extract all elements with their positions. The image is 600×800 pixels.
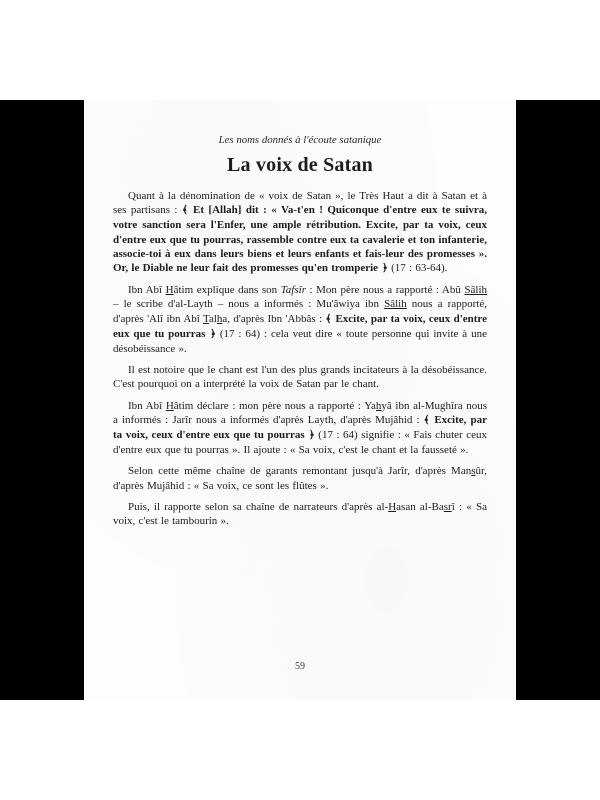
- paragraph: Il est notoire que le chant est l'un des plus grands incitateurs à la désobéissance. C'est pourquoi on a interprété la voix de Satan par le chant.: [113, 364, 487, 391]
- paragraph: Puis, il rapporte selon sa chaîne de narrateurs d'après al-Hasan al-Basrî : « Sa voix, c'est le tambourin ».: [113, 500, 487, 528]
- running-header: Les noms donnés à l'écoute satanique: [218, 134, 382, 146]
- chapter-title: La voix de Satan: [226, 154, 373, 176]
- page-number: 59: [295, 661, 305, 672]
- body-text: [113, 189, 487, 528]
- paragraph: Quant à la dénomination de « voix de Satan », le Très Haut a dit à Satan et à ses partisans : ﴾ Et [Allah] dit : « Va-t'en ! Quiconque d'entre eux te suivra, votre sanction sera l'Enfer, une ample rétribution. Excite, par ta voix, ceux d'entre eux que tu pourras, rassemble contre eux ta cavalerie et ton infanterie, associe-toi à eux dans leurs biens et leurs enfants et fais-leur des promesses ». Or, le Diable ne leur fait des promesses qu'en tromperie ﴿ (17 : 63-64).: [113, 190, 488, 275]
- page-content: [84, 100, 516, 528]
- paragraph: Ibn Abî Hâtim déclare : mon père nous a rapporté : Yahyâ ibn al-Mughîra nous a informés : Jarîr nous a informés d'après Layth, d'après Mujâhid : ﴾ Excite, par ta voix, ceux d'entre eux que tu pourras ﴿ (17 : 64) signifie : « Fais chuter ceux d'entre eux que tu pourras ». Il ajoute : « Sa voix, c'est le chant et la fausseté ».: [113, 399, 488, 457]
- paragraph: Ibn Abî Hâtim explique dans son Tafsîr : Mon père nous a rapporté : Abû Sâlih – le scribe d'al-Layth – nous a informés : Mu'âwiya ibn Sâlih nous a rapporté, d'après 'Alî ibn Abî Talha, d'après Ibn 'Abbâs : ﴾ Excite, par ta voix, ceux d'entre eux que tu pourras ﴿ (17 : 64) : cela veut dire « toute personne qui invite à une désobéissance ».: [113, 284, 488, 356]
- book-page: [84, 100, 516, 700]
- paragraph: Selon cette même chaîne de garants remontant jusqu'à Jarîr, d'après Mansûr, d'après Mujâhid : « Sa voix, ce sont les flûtes ».: [113, 465, 487, 492]
